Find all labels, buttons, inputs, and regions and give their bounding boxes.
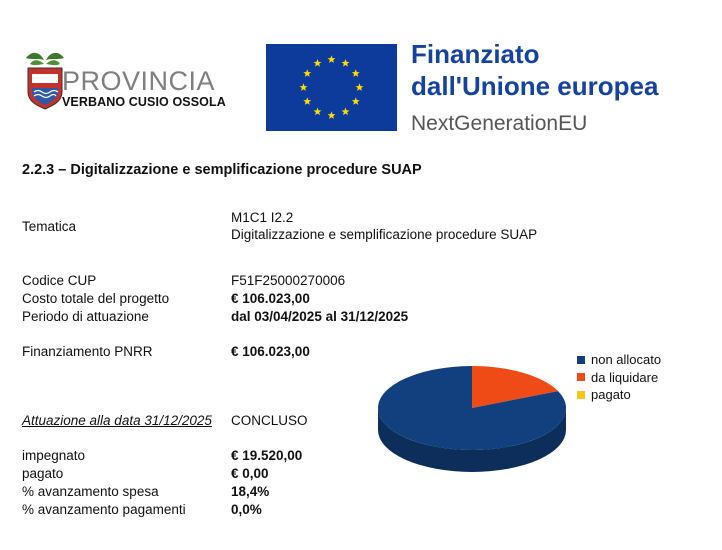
eu-funding-text <box>411 38 711 140</box>
eu-star-icon <box>356 83 364 91</box>
periodo-label: Periodo di attuazione <box>22 309 149 324</box>
eu-star-icon <box>352 69 360 77</box>
periodo-value: dal 03/04/2025 al 31/12/2025 <box>231 309 409 324</box>
eu-star-icon <box>314 59 322 67</box>
pagato-value: € 0,00 <box>231 466 269 481</box>
chart-legend <box>577 351 661 404</box>
cup-label: Codice CUP <box>22 273 97 288</box>
project-title: 2.2.3 – Digitalizzazione e semplificazione procedure SUAP <box>22 162 422 178</box>
eu-star-icon <box>328 55 336 63</box>
eu-line-nextgen: NextGenerationEU <box>411 112 588 135</box>
eu-star-icon <box>303 97 311 105</box>
eu-line-union: dall'Unione europea <box>411 71 659 101</box>
legend-swatch <box>577 391 585 399</box>
legend-label: non allocato <box>591 352 662 367</box>
pnrr-value: € 106.023,00 <box>231 344 310 359</box>
impegnato-label: impegnato <box>22 448 86 463</box>
eu-star-icon <box>342 59 350 67</box>
cup-value: F51F25000270006 <box>231 273 346 288</box>
eu-star-icon <box>328 111 336 119</box>
legend-item-non-allocato <box>577 351 661 369</box>
impegnato-value: € 19.520,00 <box>231 448 303 463</box>
legend-label: da liquidare <box>591 369 659 385</box>
eu-star-icon <box>342 108 350 116</box>
pagamenti-label: % avanzamento pagamenti <box>22 502 186 517</box>
attuazione-label: Attuazione alla data 31/12/2025 <box>22 413 212 428</box>
province-name: PROVINCIA <box>62 66 216 96</box>
province-subtitle: VERBANO CUSIO OSSOLA <box>62 95 226 109</box>
legend-item-pagato <box>577 386 661 404</box>
costo-value: € 106.023,00 <box>231 291 310 306</box>
eu-flag <box>266 44 397 131</box>
legend-item-da-liquidare <box>577 369 661 387</box>
attuazione-status: CONCLUSO <box>231 413 308 428</box>
eu-line-financed: Finanziato <box>411 39 540 69</box>
spesa-label: % avanzamento spesa <box>22 484 159 499</box>
costo-label: Costo totale del progetto <box>22 291 170 306</box>
eu-star-icon <box>352 97 360 105</box>
funding-pie-chart <box>372 360 572 480</box>
tematica-code: M1C1 I2.2 <box>231 210 294 225</box>
legend-swatch <box>577 373 585 381</box>
legend-swatch <box>577 356 585 364</box>
pagamenti-value: 0,0% <box>231 502 262 517</box>
eu-stars-icon <box>266 44 397 131</box>
eu-star-icon <box>303 69 311 77</box>
tematica-label: Tematica <box>22 219 77 234</box>
tematica-description: Digitalizzazione e semplificazione procedure SUAP <box>231 227 538 242</box>
pagato-label: pagato <box>22 466 64 481</box>
spesa-value: 18,4% <box>231 484 270 499</box>
province-logo <box>22 48 227 110</box>
eu-star-icon <box>314 108 322 116</box>
pnrr-label: Finanziamento PNRR <box>22 344 153 359</box>
legend-label: pagato <box>591 387 631 402</box>
eu-star-icon <box>300 83 308 91</box>
